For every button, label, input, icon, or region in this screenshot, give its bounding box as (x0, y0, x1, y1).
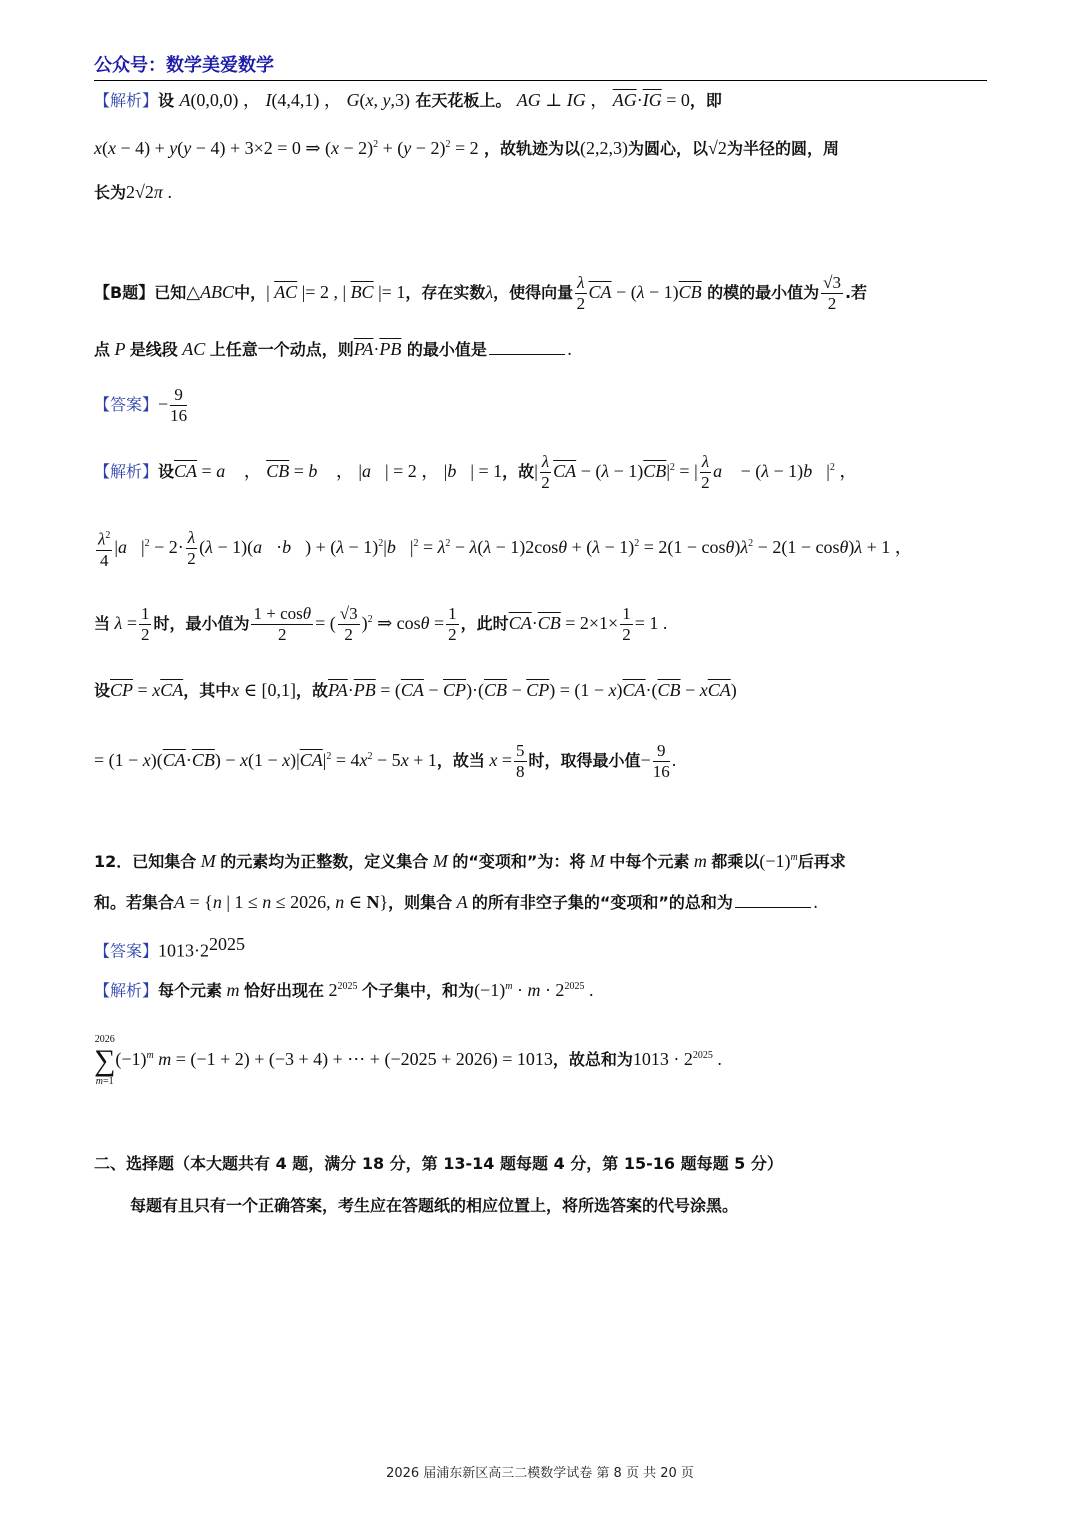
text: 2025 (692, 1050, 713, 1061)
page-header (94, 52, 987, 81)
analysis-tag: 【解析】 (94, 91, 159, 110)
text: 的“变项和”为：将 (452, 852, 586, 871)
text: ，故总和为 (552, 1050, 633, 1069)
header-title: 公众号：数学美爱数学 (94, 55, 274, 76)
section-2-note: 每题有且只有一个正确答案，考生应在答题纸的相应位置上，将所选答案的代号涂黑。 (130, 1196, 739, 1215)
text: 和。若集合 (94, 893, 175, 912)
q12-solution-line-2: 2026 ∑ m=1 $(-1)^m$ m = (−1 + 2) + (−3 + 4) + ⋯ + (−2025 + 2026) = 1013，故总和为$1013 \cdot 2^{2025}$ . (94, 1033, 722, 1087)
text: 长为 (94, 183, 127, 202)
text: 【答案】 (94, 941, 159, 961)
text: ，其中 (183, 681, 232, 700)
text: 【解析】 (94, 462, 159, 481)
text: 设 (158, 462, 175, 481)
text: 为圆心，以 (628, 139, 709, 158)
prev-solution-line-3: 长为2√2π . (94, 182, 172, 202)
text: 2025 (209, 934, 246, 954)
text: .若 (844, 283, 868, 302)
text: 每个元素 (158, 981, 223, 1000)
text: 上任意一个动点，则 (209, 340, 354, 359)
answer-blank (735, 891, 811, 908)
b-solution-line-2: $\frac{\lambda^2}{4}$ $|a⃗|^2 - 2\cdot$ $\frac{\lambda}{2}$ (λ − 1)(a⃗·b⃗) + $(\lambda - 1)^2|b⃗|^2 = \lambda^2 - \lambda(\lambda - 1)2\cos\theta + (\lambda - 1)^2 = 2(1 - \cos\theta)\lambda^2 - 2(1 - \cos\theta)\lambda + 1$ ， (98, 528, 913, 570)
text: 个子集中，和为 (362, 981, 475, 1000)
text: 点 (94, 340, 111, 359)
q12-solution-line-1: 【解析】每个元素 m 恰好出现在 $2^{2025}$ 个子集中，和为$(-1)^m \cdot m \cdot 2^{2025}$ . (94, 980, 594, 1000)
text: 已知 (154, 283, 187, 302)
text: 时，最小值为 (153, 614, 250, 633)
text: 【B题】 (94, 283, 155, 302)
text: 的元素均为正整数，定义集合 (220, 852, 429, 871)
text: 中每个元素 (609, 852, 690, 871)
text: 2025 (337, 981, 358, 992)
text: 在天花板上。 (415, 91, 512, 110)
page-footer: 2026 届浦东新区高三二模数学试卷 第 8 页 共 20 页 (386, 1466, 694, 1481)
text: ，此时 (460, 614, 509, 633)
b-solution-line-1: 【解析】设$\overline{CA}$ = a⃗ ， $\overline{CB}$ = b⃗ ， |a⃗| = 2 ， |b⃗| = 1，故| $\frac{\lambda}{2}$ $\overline{CA} - (\lambda - 1)\overline{CB}|^2$ = | $\frac{\lambda}{2}$ a⃗ − $(\lambda - 1)b⃗|^2$ ， (94, 452, 858, 492)
prev-solution-line-1: 【解析】设 A(0,0,0) ， I(4,4,1) ， G(x, y,3) 在天花板上。 AG ⊥ IG ， $\overline{AG}\cdot\overline{IG} = 0$，即 (94, 90, 722, 110)
text: ，故当 (436, 751, 485, 770)
text: 【解析】 (94, 981, 159, 1000)
text: 的模的最小值为 (707, 283, 820, 302)
text: 是线段 (129, 340, 178, 359)
text: 为半径的圆，周 (726, 139, 839, 158)
text: ，使得向量 (493, 283, 574, 302)
text: 9 (170, 385, 187, 406)
text: 恰好出现在 (244, 981, 325, 1000)
b-solution-line-3: 当 λ = $\frac{1}{2}$ 时，最小值为 $\frac{1 + \cos\theta}{2}$ = ( $\frac{√3}{2}$ )$^2$ ⇒ cosθ = $\frac{1}{2}$ ，此时$\overline{CA}\cdot\overline{CB} = 2\times 1\times$ $\frac{1}{2}$ = 1 . (94, 604, 668, 644)
text: 时，取得最小值 (528, 751, 641, 770)
prev-solution-line-2: x(x − 4) + y(y − 4) + 3×2 = 0 ⇒ $(x - 2)^2 + (y - 2)^2 = 2$ ，故轨迹为以(2,2,3)为圆心，以√2为半径的圆，周 (94, 138, 839, 158)
text: ，存在实数 (405, 283, 486, 302)
text: ，故轨迹为以 (484, 139, 581, 158)
text: 都乘以 (711, 852, 760, 871)
text: ，故 (502, 462, 535, 481)
q12-answer (94, 932, 245, 964)
text: 的最小值是 (406, 340, 487, 359)
text: 设 (94, 681, 111, 700)
text: ，即 (689, 91, 722, 110)
b-solution-line-4: 设$\overline{CP} = x\overline{CA}$，其中x ∈ [0,1]，故$\overline{PA}\cdot\overline{PB} = (\overline{CA} - \overline{CP})\cdot(\overline{CB} - \overline{CP}) = (1 - x)\overline{CA}\cdot(\overline{CB} - x\overline{CA})$ (94, 680, 737, 700)
text: 当 (94, 614, 111, 633)
text: 中， (234, 283, 267, 302)
q12-line-1: 12．已知集合 M 的元素均为正整数，定义集合 M 的“变项和”为：将 M 中每个元素 m 都乘以$(-1)^m$后再求 (94, 851, 846, 871)
answer-blank (489, 338, 565, 355)
b-answer: 【答案】− $\frac{9}{16}$ (94, 385, 188, 425)
text: 的所有非空子集的“变项和”的总和为 (471, 893, 733, 912)
text: ，则集合 (388, 893, 453, 912)
section-2-title: 二、选择题（本大题共有 4 题，满分 18 分，第 13-14 题每题 4 分，第 15-16 题每题 5 分） (94, 1154, 783, 1173)
text: 1013·2 (158, 940, 210, 961)
b-problem-line-2: 点 P 是线段 AC 上任意一个动点，则$\overline{PA}\cdot\overline{PB}$ 的最小值是 . (94, 339, 573, 360)
text: 12． (94, 852, 133, 871)
text: 2025 (564, 981, 585, 992)
text: ，故 (296, 681, 329, 700)
text: 16 (652, 762, 670, 781)
text: 后再求 (797, 852, 846, 871)
text: 16 (170, 406, 188, 425)
b-problem-line-1: 【B题】已知△ABC中，| $\overline{AC}$ |= 2 , | $\overline{BC}$ |= 1，存在实数λ，使得向量 $\frac{\lambda}{2}$ $\overline{CA} - (\lambda - 1)\overline{CB}$ 的模的最小值为 $\frac{√3}{2}$ .若 (94, 273, 868, 313)
text: 已知集合 (132, 852, 197, 871)
text: 【答案】 (94, 395, 159, 414)
text: 设 (158, 91, 175, 110)
text: 9 (653, 741, 670, 762)
q12-line-2: 和。若集合A = {n | 1 ≤ n ≤ 2026, n ∈ N}，则集合 A 的所有非空子集的“变项和”的总和为 . (94, 892, 819, 913)
b-solution-line-5: = $(1 - x)(\overline{CA}\cdot\overline{CB}) - x(1 - x)|\overline{CA}|^2 = 4x^2 - 5x + 1$，故当 x = $\frac{5}{8}$ 时，取得最小值− $\frac{9}{16}$ . (94, 741, 677, 781)
